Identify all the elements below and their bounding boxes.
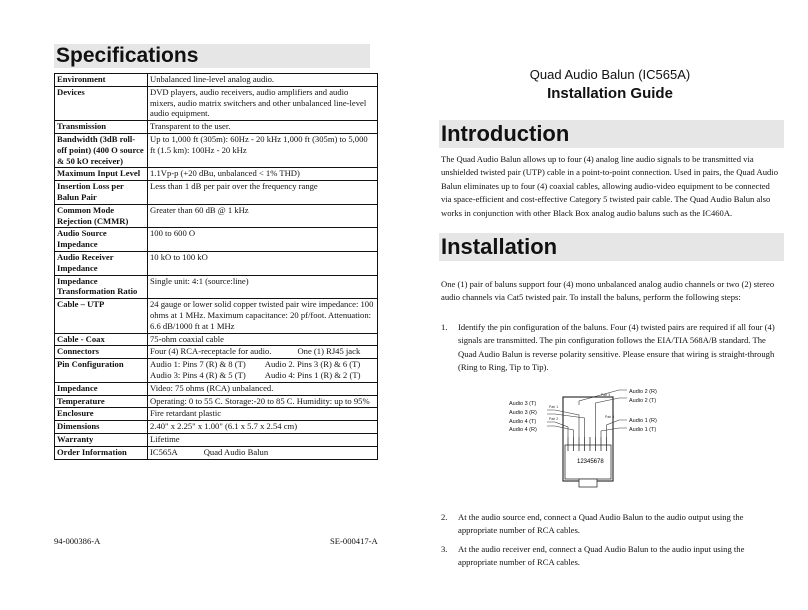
spec-key: Pin Configuration [55, 359, 148, 383]
specifications-heading: Specifications [54, 44, 370, 68]
spec-value [148, 446, 378, 459]
spec-key: Impedance Transformation Ratio [55, 275, 148, 299]
spec-row [55, 299, 378, 333]
spec-row [55, 168, 378, 181]
rj45-wiring-diagram [505, 385, 665, 495]
spec-row [55, 86, 378, 120]
specifications-table [54, 73, 378, 460]
spec-value: Greater than 60 dB @ 1 kHz [148, 204, 378, 228]
spec-value: Fire retardant plastic [148, 408, 378, 421]
spec-value: Unbalanced line-level analog audio. [148, 74, 378, 87]
step-text: At the audio receiver end, connect a Quad Audio Balun to the audio input using the appropriate number of RCA cables. [458, 544, 745, 568]
spec-row [55, 446, 378, 459]
spec-row [55, 204, 378, 228]
spec-value: Up to 1,000 ft (305m): 60Hz - 20 kHz 1,000 ft (305m) to 5,000 ft (1.5 km): 100Hz - 20 kHz [148, 133, 378, 167]
label-audio4-r: Audio 4 (R) [509, 427, 537, 433]
spec-key: Order Information [55, 446, 148, 459]
spec-value-part: IC565A [150, 446, 178, 457]
pair-3-label: Pair 3 [601, 393, 611, 397]
spec-key: Warranty [55, 433, 148, 446]
spec-key: Maximum Input Level [55, 168, 148, 181]
guide-title: Installation Guide [547, 85, 673, 102]
spec-value: 100 to 600 O [148, 228, 378, 252]
spec-row [55, 382, 378, 395]
spec-value-part: Quad Audio Balun [203, 446, 269, 457]
installation-heading: Installation [439, 233, 784, 261]
step-text: At the audio source end, connect a Quad Audio Balun to the audio output using the appropriate number of RCA cables. [458, 512, 744, 536]
spec-key: Bandwidth (3dB roll-off point) (400 O source & 50 kO receiver) [55, 133, 148, 167]
spec-row [55, 359, 378, 383]
spec-key: Enclosure [55, 408, 148, 421]
spec-value: Video: 75 ohms (RCA) unbalanced. [148, 382, 378, 395]
spec-row [55, 408, 378, 421]
spec-value: 2.40" x 2.25" x 1.00" (6.1 x 5.7 x 2.54 cm) [148, 421, 378, 434]
step-number: 1. [441, 322, 448, 332]
pin-config-entry: Audio 2. Pins 3 (R) & 6 (T) [264, 359, 361, 370]
spec-row [55, 421, 378, 434]
introduction-paragraph: The Quad Audio Balun allows up to four (4) analog line audio signals to be transmitted via unshielded twisted pair (UTP) cable in a point-to-point connection. Used in pairs, the Quad Audio Balun eliminates up to four (4) coaxial cables, allowing audio-video equipment to be connected via space-efficient and cost-effective Category 5 twisted pair cable. The Quad Audio Balun also works in conjunction with other Black Box analog audio baluns such as the IC460A. [441, 154, 778, 218]
spec-key: Audio Source Impedance [55, 228, 148, 252]
spec-value: 75-ohm coaxial cable [148, 333, 378, 346]
spec-row [55, 133, 378, 167]
spec-row [55, 181, 378, 205]
spec-row [55, 121, 378, 134]
label-audio1-r: Audio 1 (R) [629, 418, 657, 424]
spec-row [55, 228, 378, 252]
spec-value [148, 359, 378, 383]
spec-row [55, 251, 378, 275]
spec-value-part: Four (4) RCA-receptacle for audio. [150, 346, 272, 357]
pair-2-label: Pair 2 [549, 417, 559, 421]
pin-config-entry: Audio 1: Pins 7 (R) & 8 (T) [150, 359, 246, 370]
spec-value: DVD players, audio receivers, audio amplifiers and audio mixers, audio matrix switchers and other unbalanced line-level audio equipment. [148, 86, 378, 120]
spec-key: Audio Receiver Impedance [55, 251, 148, 275]
spec-value: Less than 1 dB per pair over the frequency range [148, 181, 378, 205]
spec-row [55, 74, 378, 87]
spec-key: Cable - Coax [55, 333, 148, 346]
spec-value: Lifetime [148, 433, 378, 446]
document-number-right: SE-000417-A [330, 536, 378, 546]
product-title: Quad Audio Balun (IC565A) [529, 67, 691, 82]
spec-row [55, 433, 378, 446]
step-text: Identify the pin configuration of the baluns. Four (4) twisted pairs are required if all four (4) signals are transmitted. The pin configuration follows the EIA/TIA 568A/B standard. The Quad Audio Balun is reverse polarity sensitive. Please ensure that wiring is straight-through (Ring to Ring, Tip to Tip). [458, 322, 775, 373]
spec-key: Temperature [55, 395, 148, 408]
step-number: 2. [441, 512, 448, 522]
label-audio2-t: Audio 2 (T) [629, 398, 657, 404]
pin-config-entry: Audio 4: Pins 1 (R) & 2 (T) [264, 369, 361, 380]
rj45-latch [579, 479, 597, 487]
label-audio2-r: Audio 2 (R) [629, 389, 657, 395]
step-number: 3. [441, 544, 448, 554]
spec-value: 10 kO to 100 kO [148, 251, 378, 275]
spec-key: Impedance [55, 382, 148, 395]
step-1 [441, 321, 782, 375]
spec-value [148, 346, 378, 359]
pin-config-entry: Audio 3: Pins 4 (R) & 5 (T) [150, 369, 246, 380]
spec-key: Environment [55, 74, 148, 87]
document-number-left: 94-000386-A [54, 536, 101, 546]
spec-value: 1.1Vp-p (+20 dBu, unbalanced < 1% THD) [148, 168, 378, 181]
spec-key: Cable – UTP [55, 299, 148, 333]
step-3 [441, 543, 782, 570]
spec-key: Dimensions [55, 421, 148, 434]
spec-row [55, 346, 378, 359]
spec-value-part: One (1) RJ45 jack [297, 346, 361, 357]
installation-paragraph: One (1) pair of baluns support four (4) mono unbalanced analog audio channels or two (2) stereo audio channels via Cat5 twisted pair. To install the baluns, perform the following steps: [441, 279, 775, 303]
spec-row [55, 333, 378, 346]
label-audio3-t: Audio 3 (T) [509, 401, 537, 407]
introduction-heading: Introduction [439, 120, 784, 148]
pair-1-label: Pair 1 [549, 405, 559, 409]
step-2 [441, 511, 782, 538]
label-audio4-t: Audio 4 (T) [509, 419, 537, 425]
spec-value: Single unit: 4:1 (source:line) [148, 275, 378, 299]
spec-value: Transparent to the user. [148, 121, 378, 134]
spec-value: Operating: 0 to 55 C. Storage:-20 to 85 C. Humidity: up to 95% [148, 395, 378, 408]
spec-key: Transmission [55, 121, 148, 134]
label-audio3-r: Audio 3 (R) [509, 410, 537, 416]
spec-value: 24 gauge or lower solid copper twisted pair wire impedance: 100 ohms at 1 MHz. Maximum capacitance: 20 pf/foot. Attenuation: 6.6 dB/1000 ft at 1 MHz [148, 299, 378, 333]
pair-4-label: Pair 4 [605, 415, 615, 419]
spec-key: Insertion Loss per Balun Pair [55, 181, 148, 205]
spec-row [55, 395, 378, 408]
spec-key: Devices [55, 86, 148, 120]
spec-key: Common Mode Rejection (CMMR) [55, 204, 148, 228]
label-audio1-t: Audio 1 (T) [629, 427, 657, 433]
spec-row [55, 275, 378, 299]
spec-key: Connectors [55, 346, 148, 359]
pin-numbers: 12345678 [577, 459, 604, 465]
